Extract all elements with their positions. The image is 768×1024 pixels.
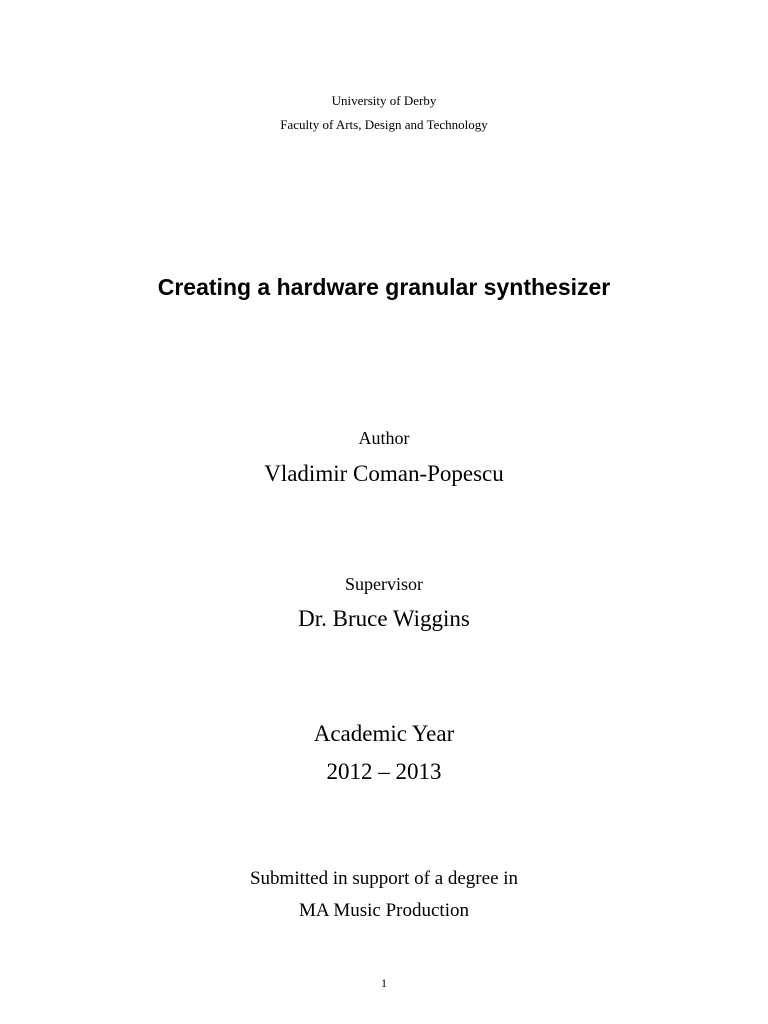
submission-statement: Submitted in support of a degree in bbox=[249, 868, 519, 889]
thesis-title: Creating a hardware granular synthesizer bbox=[157, 274, 611, 300]
page-number: 1 bbox=[381, 976, 387, 990]
academic-year-value: 2012 – 2013 bbox=[326, 759, 442, 784]
supervisor-name: Dr. Bruce Wiggins bbox=[298, 606, 470, 631]
supervisor-label: Supervisor bbox=[345, 574, 423, 594]
degree-name: MA Music Production bbox=[299, 900, 469, 921]
author-name: Vladimir Coman-Popescu bbox=[264, 461, 504, 486]
academic-year-label: Academic Year bbox=[313, 721, 455, 746]
university-name: University of Derby bbox=[331, 93, 437, 108]
author-label: Author bbox=[358, 428, 410, 448]
faculty-name: Faculty of Arts, Design and Technology bbox=[280, 117, 488, 132]
